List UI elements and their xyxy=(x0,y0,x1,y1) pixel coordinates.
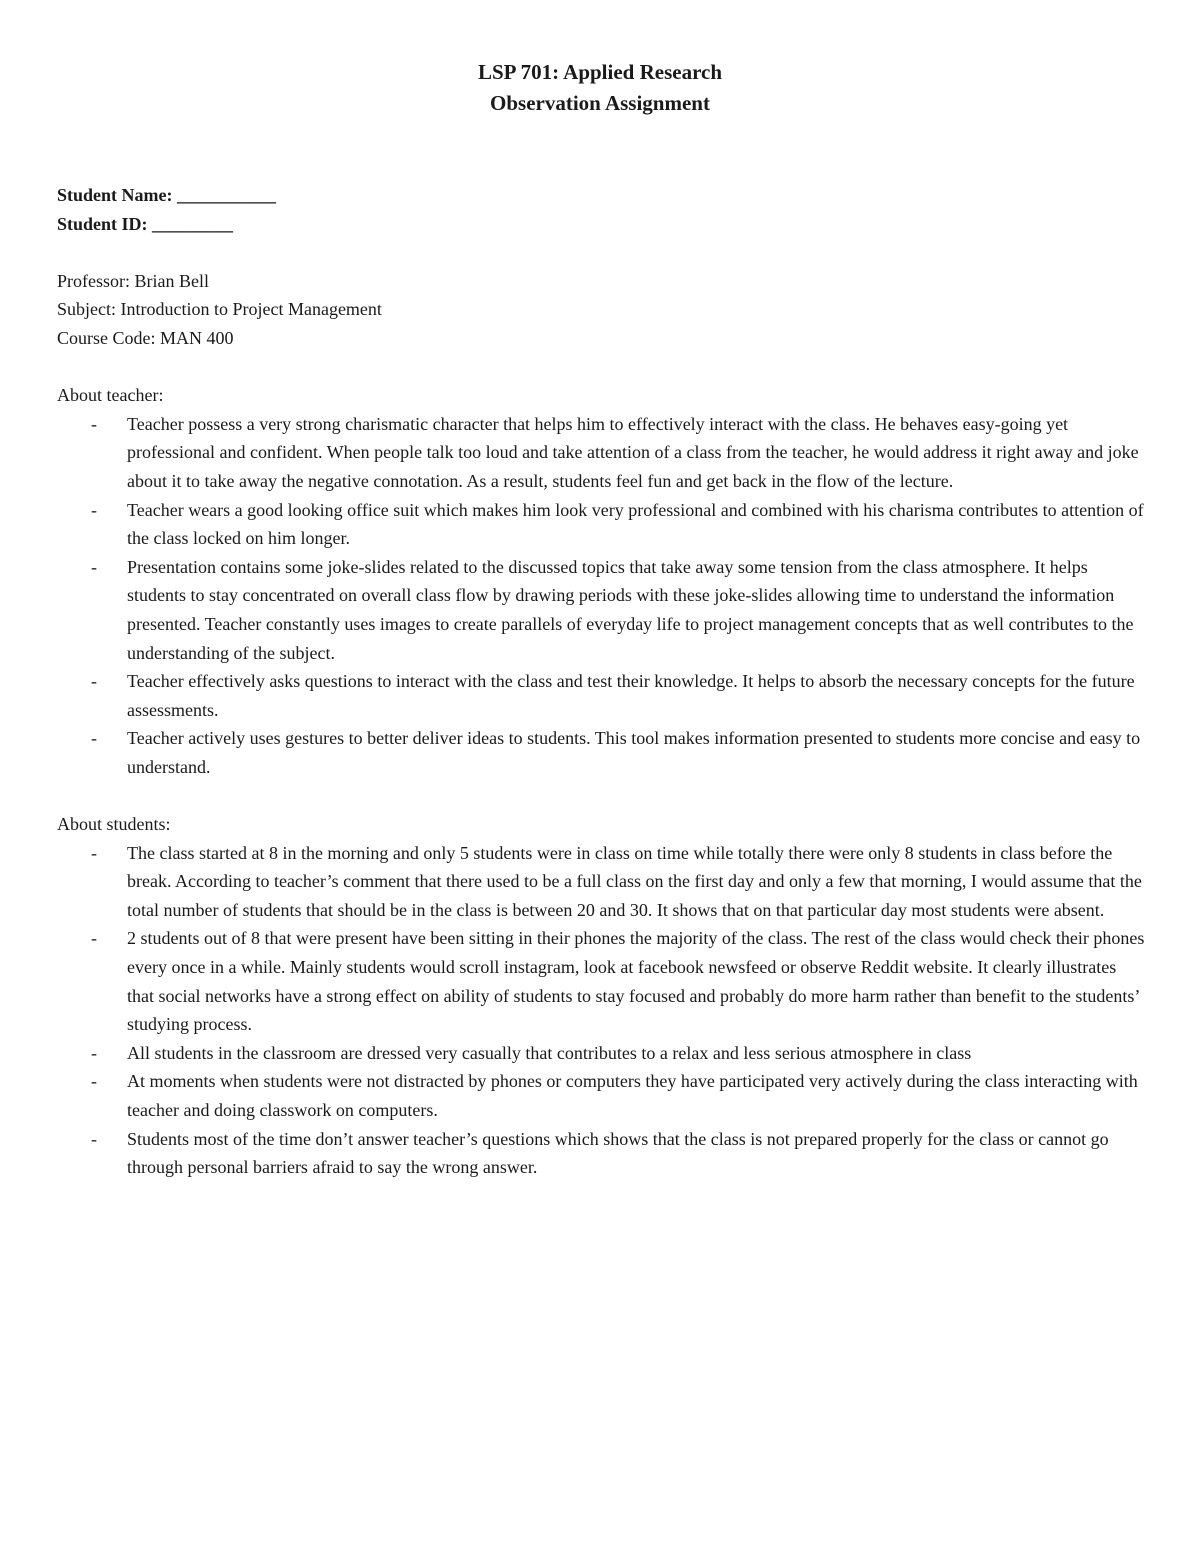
spacer xyxy=(57,781,1147,810)
list-item xyxy=(57,1067,1147,1124)
list-item-text: 2 students out of 8 that were present have been sitting in their phones the majority of the class. The rest of the class would check their phones every once in a while. Mainly students would scroll instagram, look at facebook newsfeed or observe Reddit website. It clearly illustrates that social networks have a strong effect on ability of students to stay focused and probably do more harm rather than benefit to the students’ studying process. xyxy=(127,928,1145,1035)
list-item-text: Teacher effectively asks questions to interact with the class and test their knowledge. It helps to absorb the necessary concepts for the future assessments. xyxy=(127,671,1135,720)
bullet-dash: - xyxy=(91,499,97,520)
list-item xyxy=(57,410,1147,496)
list-item-text: Teacher actively uses gestures to better deliver ideas to students. This tool makes information presented to students more concise and easy to understand. xyxy=(127,728,1141,777)
list-item-text: Students most of the time don’t answer teacher’s questions which shows that the class is not prepared properly for the class or cannot go through personal barriers afraid to say the wrong answer. xyxy=(127,1128,1109,1178)
spacer xyxy=(57,353,1147,382)
list-item xyxy=(57,496,1147,553)
list-item xyxy=(57,1039,1147,1068)
bullet-dash: - xyxy=(91,1042,97,1063)
list-item-text: Teacher wears a good looking office suit which makes him look very professional and combined with his charisma contributes to attention of the class locked on him longer. xyxy=(127,499,1144,549)
students-section-heading: About students: xyxy=(57,814,171,835)
list-item xyxy=(57,1125,1147,1182)
document-title-block xyxy=(0,57,1200,119)
student-id-field: Student ID: _________ xyxy=(57,213,234,234)
bullet-dash: - xyxy=(91,413,97,434)
bullet-dash: - xyxy=(91,928,97,949)
bullet-dash: - xyxy=(91,1071,97,1092)
list-item xyxy=(57,724,1147,781)
teacher-observations-list xyxy=(57,410,1147,782)
bullet-dash: - xyxy=(91,842,97,863)
list-item-text: All students in the classroom are dressed very casually that contributes to a relax and less serious atmosphere in class xyxy=(127,1042,972,1063)
spacer xyxy=(57,238,1147,267)
course-code-line: Course Code: MAN 400 xyxy=(57,327,234,348)
list-item xyxy=(57,924,1147,1038)
list-item xyxy=(57,839,1147,925)
subject-line: Subject: Introduction to Project Management xyxy=(57,299,382,320)
document-title: LSP 701: Applied Research xyxy=(477,60,723,84)
professor-line: Professor: Brian Bell xyxy=(57,270,209,291)
student-name-field: Student Name: ___________ xyxy=(57,185,276,205)
list-item-text: Presentation contains some joke-slides related to the discussed topics that take away some tension from the class atmosphere. It helps students to stay concentrated on overall class flow by drawing periods with these joke-slides allowing time to understand the information presented. Teacher constantly uses images to create parallels of everyday life to project management concepts that as well contributes to the understanding of the subject. xyxy=(127,556,1134,663)
document-subtitle: Observation Assignment xyxy=(490,91,710,115)
list-item xyxy=(57,667,1147,724)
list-item-text: Teacher possess a very strong charismatic character that helps him to effectively interact with the class. He behaves easy-going yet professional and confident. When people talk too loud and take attention of a class from the teacher, he would address it right away and joke about it to take away the negative connotation. As a result, students feel fun and get back in the flow of the lecture. xyxy=(127,413,1139,491)
students-observations-list xyxy=(57,839,1147,1182)
list-item-text: At moments when students were not distracted by phones or computers they have participated very actively during the class interacting with teacher and doing classwork on computers. xyxy=(127,1071,1138,1120)
document-body xyxy=(57,181,1147,1182)
bullet-dash: - xyxy=(91,1128,97,1149)
bullet-dash: - xyxy=(91,556,97,577)
list-item-text: The class started at 8 in the morning and only 5 students were in class on time while totally there were only 8 students in class before the break. According to teacher’s comment that there used to be a full class on the first day and only a few that morning, I would assume that the total number of students that should be in the class is between 20 and 30. It shows that on that particular day most students were absent. xyxy=(127,842,1142,920)
list-item xyxy=(57,553,1147,667)
bullet-dash: - xyxy=(91,728,97,749)
teacher-section-heading: About teacher: xyxy=(57,385,164,406)
bullet-dash: - xyxy=(91,671,97,692)
